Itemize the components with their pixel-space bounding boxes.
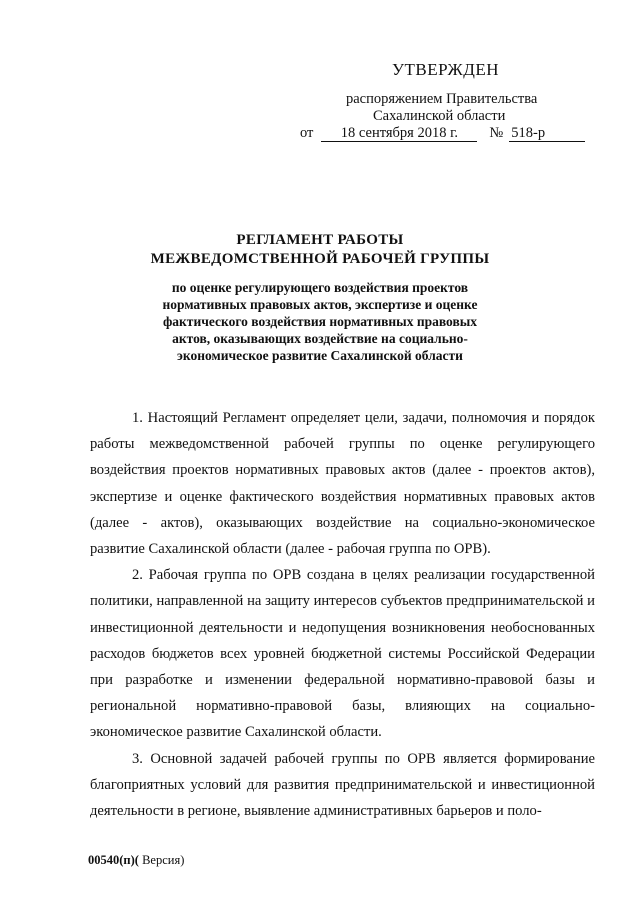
number-label: № [489,125,504,141]
paragraph-2: 2. Рабочая группа по ОРВ создана в целях реализации государственной политики, направленной на защиту интересов субъектов предпринимательской и инвестиционной деятельности и недопущения возникновения необоснованных расходов бюджетов всех уровней бюджетной системы Российской Федерации при разработке и изменении федеральной нормативно-правовой базы и региональной нормативно-правовой базы, влияющих на социально-экономическое развитие Сахалинской области. [90,567,595,741]
paragraph-3: 3. Основной задачей рабочей группы по ОРВ является формирование благоприятных условий для развития предпринимательской и инвестиционной деятельности в регионе, выявление административных барьеров и поло- [90,750,595,820]
approved-heading: УТВЕРЖДЕН [392,60,499,79]
subtitle-line: по оценке регулирующего воздействия проектов [171,280,469,295]
document-subtitle [0,279,640,364]
title-line-2: МЕЖВЕДОМСТВЕННОЙ РАБОЧЕЙ ГРУППЫ [150,251,490,267]
subtitle-line: нормативных правовых актов, экспертизе и оценке [162,297,478,312]
version-label: Версия) [138,853,185,867]
title-line-1: РЕГЛАМЕНТ РАБОТЫ [236,232,404,248]
subtitle-line: экономическое развитие Сахалинской области [177,348,463,363]
document-code: 00540(п)( [88,853,139,867]
approval-region-line: Сахалинской области [373,108,506,124]
footer-code [88,853,184,868]
approval-date-row [300,125,585,142]
approval-number: 518-р [509,125,585,142]
approval-date: 18 сентября 2018 г. [321,125,477,142]
from-label: от [300,125,314,141]
subtitle-line: актов, оказывающих воздействие на социально- [172,331,468,346]
subtitle-line: фактического воздействия нормативных правовых [162,314,478,329]
document-body [90,405,595,824]
approval-authority-line: распоряжением Правительства [346,91,538,107]
document-title [0,231,640,364]
paragraph-1: 1. Настоящий Регламент определяет цели, задачи, полномочия и порядок работы межведомственной рабочей группы по оценке регулирующего воздействия проектов нормативных правовых актов (далее - проектов актов), экспертизе и оценке фактического воздействия нормативных правовых актов (далее - актов), оказывающих воздействие на социально-экономическое развитие Сахалинской области (далее - рабочая группа по ОРВ). [90,410,595,558]
